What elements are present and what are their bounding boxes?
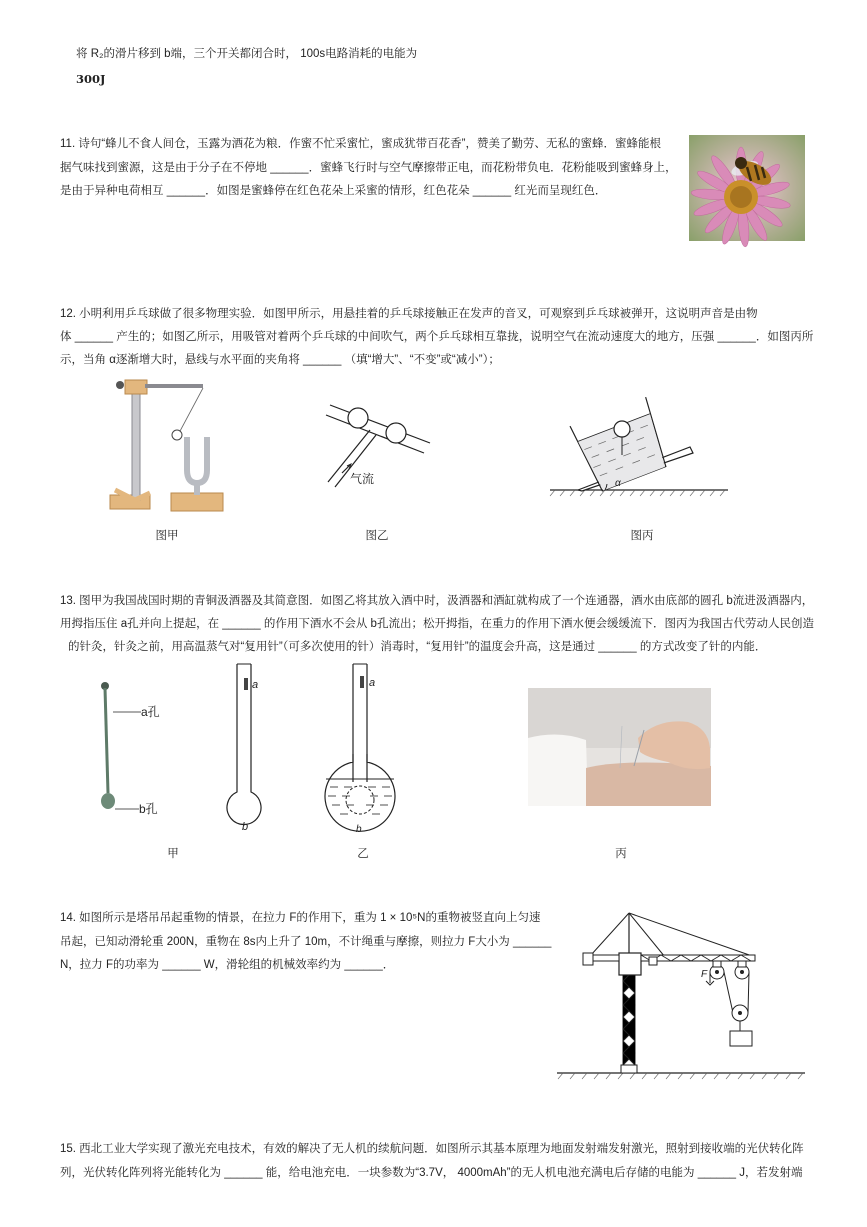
tower-crane-figure <box>555 905 810 1080</box>
label-a-vessel: a <box>369 677 376 689</box>
caption-jia: 图甲 <box>155 530 179 542</box>
q14-line-3: N，拉力 F的功率为 ______ W，滑轮组的机械效率约为 ______． <box>60 959 395 971</box>
caption-yi-13: 乙 <box>357 848 369 860</box>
figure-yi-airflow <box>320 395 435 490</box>
label-b-diagram: b <box>242 821 249 833</box>
caption-yi: 图乙 <box>365 530 389 542</box>
q13-line-3: 的针灸，针灸之前，用高温蒸气对“复用针”（可多次使用的针）消毒时，“复用针”的温度会升高，这是通过 ______ 的方式改变了针的内能． <box>68 641 767 653</box>
caption-bing: 图丙 <box>630 530 654 542</box>
q11-line-2: 据气味找到蜜源，这是由于分子在不停地 ______．蜜蜂飞行时与空气摩擦带正电，而花粉带负电．花粉能吸到蜜蜂身上， <box>60 162 677 174</box>
figure-bing-incline <box>550 385 730 500</box>
hole-b-label: b孔 <box>139 802 158 816</box>
q15-line-2: 列，光伏转化阵列将光能转化为 ______ 能，给电池充电．一块参数为“3.7V， 4000mAh”的无人机电池充满电后存储的电能为 ______ J，若发射端 <box>60 1167 803 1179</box>
q12-line-2: 体 ______ 产生的；如图乙所示，用吸管对着两个乒乓球的中间吹气，两个乒乓球相互靠拢，说明空气在流动速度大的地方，压强 ______．如图丙所 <box>60 331 814 343</box>
q15-line-1: 15. 西北工业大学实现了激光充电技术，有效的解决了无人机的续航问题．如图所示其基本原理为地面发射端发射激光，照射到接收端的光伏转化阵 <box>60 1143 804 1155</box>
prev-question-line: 将 R₂的滑片移到 b端，三个开关都闭合时， 100s电路消耗的电能为 <box>76 48 418 60</box>
caption-bing-13: 丙 <box>615 848 627 860</box>
figure-yi-vessel <box>320 662 400 837</box>
q12-line-1: 12. 小明利用乒乓球做了很多物理实验．如图甲所示，用悬挂着的乒乓球接触正在发声的音叉，可观察到乒乓球被弹开，这说明声音是由物 <box>60 308 758 320</box>
caption-jia-13: 甲 <box>167 848 179 860</box>
figure-bronze-dipper <box>95 678 165 823</box>
q14-line-2: 吊起，已知动滑轮重 200N，重物在 8s内上升了 10m，不计绳重与摩擦，则拉力 F大小为 ______ <box>60 936 552 948</box>
hole-a-label: a孔 <box>141 705 160 719</box>
q11-line-1: 11. 诗句“蜂儿不食人间仓，玉露为酒花为粮．作蜜不忙采蜜忙，蜜成犹带百花香”，赞美了勤劳、无私的蜜蜂．蜜蜂能根 <box>60 138 661 150</box>
figure-dipper-diagram <box>220 662 280 837</box>
label-b-vessel: b <box>356 824 362 835</box>
q13-line-2: 用拇指压住 a孔并向上提起，在 ______ 的作用下酒水不会从 b孔流出；松开拇指，在重力的作用下酒水便会缓缓流下．图丙为我国古代劳动人民创造 <box>60 618 814 630</box>
label-a-diagram: a <box>252 679 259 691</box>
q11-line-3: 是由于异种电荷相互 ______．如图是蜜蜂停在红色花朵上采蜜的情形，红色花朵 ______ 红光而呈现红色． <box>60 185 607 197</box>
acupuncture-photo <box>528 688 711 806</box>
bee-on-flower-photo <box>689 135 805 241</box>
q13-line-1: 13. 图甲为我国战国时期的青铜汲酒器及其简意图．如图乙将其放入酒中时，汲酒器和酒缸就构成了一个连通器，酒水由底部的圆孔 b流进汲酒器内， <box>60 595 814 607</box>
airflow-label: 气流 <box>350 472 375 486</box>
q14-line-1: 14. 如图所示是塔吊吊起重物的情景，在拉力 F的作用下，重为 1 × 10⁵N的重物被竖直向上匀速 <box>60 912 541 924</box>
force-label: F <box>701 969 708 980</box>
prev-question-answer: 300J <box>76 72 106 86</box>
figure-jia-tuning-fork <box>105 375 230 515</box>
alpha-label: α <box>615 478 621 489</box>
q12-line-3: 示，当角 α逐渐增大时，悬线与水平面的夹角将 ______ （填“增大”、“不变”或“减小”）； <box>60 354 500 366</box>
